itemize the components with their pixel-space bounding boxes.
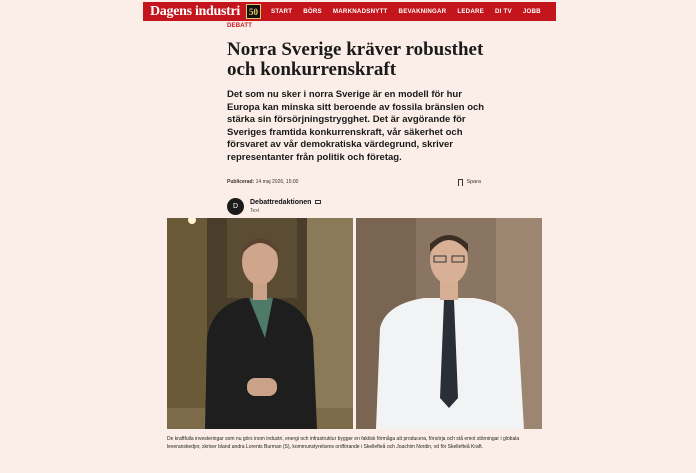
author-role: Text [250,207,260,214]
published-date: 14 maj 2026, 15:00 [255,179,299,186]
save-button[interactable] [458,179,481,186]
menu-item-bevakningar[interactable]: BEVAKNINGAR [398,8,447,15]
photo-caption: De kraftfulla investeringar som nu görs inom industri, energi och infrastruktur bygger en faktisk förmåga att producera, försörja och stå emot störningar i globala leveranskedjor, skriver bland andra Lorents Burman (S), kommunstyrelsens ordförande i Skellefteå och Joachim Nordin, vd för Skellefteå Kraft. [167,436,520,450]
site-logo[interactable]: Dagens industri [150,3,241,19]
menu-item-start[interactable]: START [271,8,293,15]
article [227,22,497,215]
menu-item-bors[interactable]: BÖRS [303,8,322,15]
article-headline: Norra Sverige kräver robusthet och konkurrenskraft [227,39,484,80]
mail-icon[interactable] [315,200,321,204]
article-photo-right [356,218,542,429]
top-navigation [143,2,556,21]
author-block [227,198,497,215]
section-kicker[interactable]: DEBATT [227,23,253,29]
published-label: Publicerad: [227,179,255,186]
menu-item-marknadsnytt[interactable]: MARKNADSNYTT [332,8,388,15]
save-label: Spara [466,179,481,186]
bookmark-icon [458,179,463,186]
article-meta [227,179,481,186]
article-photo-left [167,218,353,429]
menu-item-jobb[interactable]: JOBB [522,8,541,15]
menu-item-ledare[interactable]: LEDARE [457,8,484,15]
author-name[interactable]: Debattredaktionen [250,198,312,206]
article-lead: Det som nu sker i norra Sverige är en modell för hur Europa kan minska sitt beroende av fossila bränslen och stärka sin försörjningstrygghet. Det är avgörande för Sveriges framtida konkurrenskraft, vår säkerhet och försvaret av vår demokratiska värdegrund, skriver representanter från politik och företag. [227,89,485,163]
anniversary-badge: 50 [246,4,261,19]
avatar[interactable]: D [227,198,244,215]
main-menu [271,8,541,15]
menu-item-di-tv[interactable]: DI TV [495,8,512,15]
